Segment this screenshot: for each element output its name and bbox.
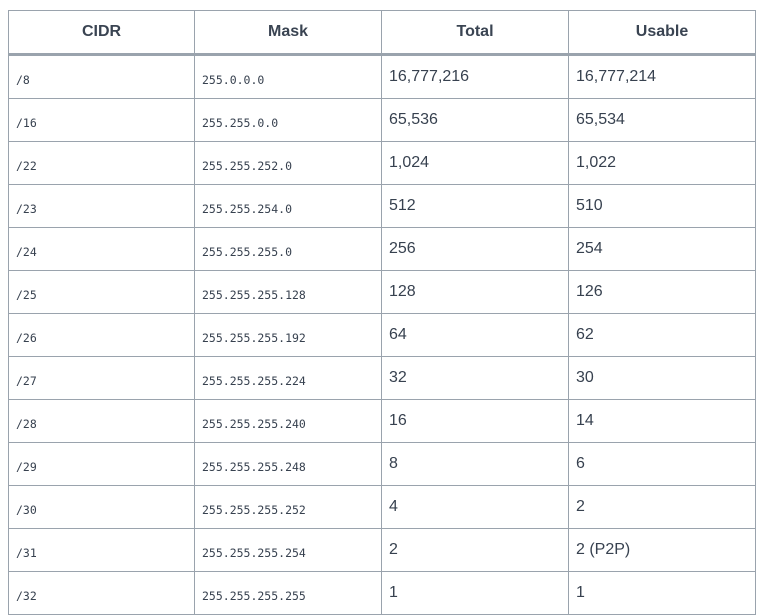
column-header-usable: Usable — [569, 11, 756, 55]
usable-cell: 254 — [569, 228, 756, 271]
usable-cell: 1,022 — [569, 142, 756, 185]
table-row — [9, 55, 756, 99]
total-cell: 65,536 — [382, 99, 569, 142]
total-cell: 256 — [382, 228, 569, 271]
usable-cell: 30 — [569, 357, 756, 400]
usable-cell: 126 — [569, 271, 756, 314]
cidr-cell: /30 — [9, 486, 195, 529]
mask-cell: 255.255.255.0 — [195, 228, 382, 271]
table-row — [9, 357, 756, 400]
column-header-cidr: CIDR — [9, 11, 195, 55]
column-header-mask: Mask — [195, 11, 382, 55]
usable-cell: 14 — [569, 400, 756, 443]
total-cell: 16,777,216 — [382, 55, 569, 99]
usable-cell: 65,534 — [569, 99, 756, 142]
mask-cell: 255.255.252.0 — [195, 142, 382, 185]
total-cell: 32 — [382, 357, 569, 400]
cidr-cell: /27 — [9, 357, 195, 400]
table-row — [9, 142, 756, 185]
cidr-cell: /16 — [9, 99, 195, 142]
cidr-cell: /32 — [9, 572, 195, 615]
total-cell: 8 — [382, 443, 569, 486]
total-cell: 2 — [382, 529, 569, 572]
table-row — [9, 185, 756, 228]
cidr-cell: /26 — [9, 314, 195, 357]
mask-cell: 255.255.254.0 — [195, 185, 382, 228]
total-cell: 4 — [382, 486, 569, 529]
cidr-cell: /28 — [9, 400, 195, 443]
usable-cell: 62 — [569, 314, 756, 357]
usable-cell: 6 — [569, 443, 756, 486]
cidr-cell: /24 — [9, 228, 195, 271]
total-cell: 1 — [382, 572, 569, 615]
total-cell: 1,024 — [382, 142, 569, 185]
subnet-table — [8, 10, 756, 615]
mask-cell: 255.255.255.192 — [195, 314, 382, 357]
table-row — [9, 271, 756, 314]
usable-cell: 2 (P2P) — [569, 529, 756, 572]
table-row — [9, 400, 756, 443]
usable-cell: 510 — [569, 185, 756, 228]
mask-cell: 255.255.255.252 — [195, 486, 382, 529]
table-row — [9, 529, 756, 572]
cidr-cell: /31 — [9, 529, 195, 572]
total-cell: 128 — [382, 271, 569, 314]
table-header-row — [9, 11, 756, 55]
table-row — [9, 99, 756, 142]
table-row — [9, 486, 756, 529]
usable-cell: 16,777,214 — [569, 55, 756, 99]
cidr-cell: /23 — [9, 185, 195, 228]
mask-cell: 255.255.255.224 — [195, 357, 382, 400]
table-row — [9, 572, 756, 615]
cidr-cell: /8 — [9, 55, 195, 99]
mask-cell: 255.0.0.0 — [195, 55, 382, 99]
table-row — [9, 443, 756, 486]
cidr-cell: /22 — [9, 142, 195, 185]
table-row — [9, 314, 756, 357]
total-cell: 512 — [382, 185, 569, 228]
mask-cell: 255.255.255.128 — [195, 271, 382, 314]
total-cell: 64 — [382, 314, 569, 357]
table-row — [9, 228, 756, 271]
usable-cell: 1 — [569, 572, 756, 615]
total-cell: 16 — [382, 400, 569, 443]
mask-cell: 255.255.255.240 — [195, 400, 382, 443]
mask-cell: 255.255.0.0 — [195, 99, 382, 142]
cidr-cell: /29 — [9, 443, 195, 486]
cidr-cell: /25 — [9, 271, 195, 314]
mask-cell: 255.255.255.248 — [195, 443, 382, 486]
subnet-table-container — [8, 10, 756, 615]
mask-cell: 255.255.255.255 — [195, 572, 382, 615]
usable-cell: 2 — [569, 486, 756, 529]
mask-cell: 255.255.255.254 — [195, 529, 382, 572]
column-header-total: Total — [382, 11, 569, 55]
